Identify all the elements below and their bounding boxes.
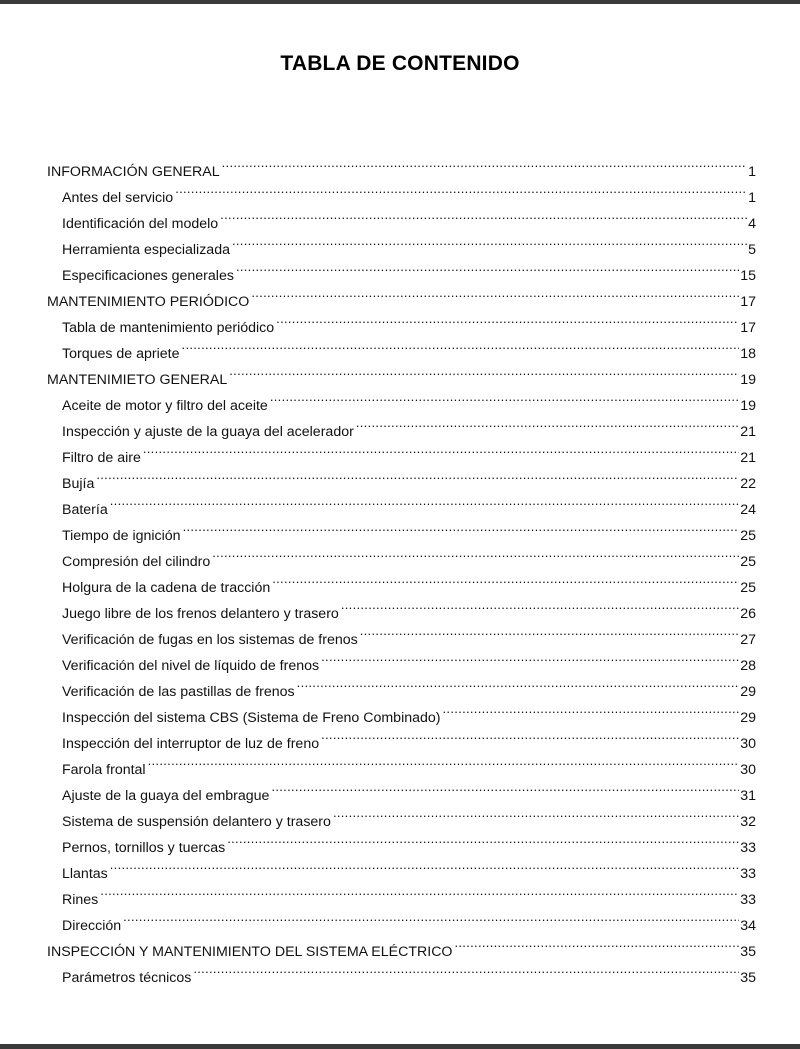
toc-entry-title: Verificación de fugas en los sistemas de frenos [62,632,358,648]
toc-entry-title: Torques de apriete [62,346,180,362]
toc-page-number: 28 [740,658,756,674]
toc-entry-title: Batería [62,502,108,518]
toc-entry-title: Holgura de la cadena de tracción [62,580,271,596]
toc-entry-title: MANTENIMIETO GENERAL [47,372,228,388]
toc-page-number: 18 [740,346,756,362]
toc-subsection-entry[interactable] [47,514,756,544]
page-title: TABLA DE CONTENIDO [280,52,520,75]
toc-page-number: 30 [740,762,756,778]
toc-page-number: 25 [740,528,756,544]
toc-page-number: 17 [740,294,756,310]
dot-leader [341,592,739,618]
dot-leader [110,852,739,878]
toc-entry-title: Especificaciones generales [62,268,234,284]
toc-page-number: 34 [740,918,756,934]
dot-leader [220,202,747,228]
toc-page-number: 33 [740,892,756,908]
toc-entry-title: Filtro de aire [62,450,141,466]
toc-page-number: 27 [740,632,756,648]
toc-entry-title: INFORMACIÓN GENERAL [47,164,220,180]
toc-page-number: 4 [748,216,756,232]
toc-entry-title: Antes del servicio [62,190,174,206]
toc-entry-title: Verificación del nivel de líquido de frenos [62,658,320,674]
toc-page-number: 25 [740,580,756,596]
toc-page-number: 22 [740,476,756,492]
toc-entry-title: Tiempo de ignición [62,528,181,544]
toc-page-number: 21 [740,424,756,440]
toc-page-number: 30 [740,736,756,752]
toc-entry-title: Compresión del cilindro [62,554,211,570]
toc-page-number: 31 [740,788,756,804]
dot-leader [96,462,739,488]
toc-page-number: 19 [740,372,756,388]
dot-leader [193,956,739,982]
toc-page-number: 15 [740,268,756,284]
dot-leader [175,176,747,202]
toc-page-number: 33 [740,866,756,882]
toc-page-number: 35 [740,944,756,960]
top-border [0,0,800,4]
dot-leader [443,696,740,722]
toc-section-entry[interactable] [47,930,756,960]
table-of-contents [47,150,756,986]
toc-entry-title: Llantas [62,866,108,882]
dot-leader [232,228,747,254]
toc-entry-title: Farola frontal [62,762,146,778]
toc-entry-title: Pernos, tornillos y tuercas [62,840,226,856]
dot-leader [182,332,740,358]
dot-leader [321,644,739,670]
dot-leader [333,800,739,826]
toc-subsection-entry[interactable] [47,774,756,804]
dot-leader [356,410,739,436]
toc-subsection-entry[interactable] [47,904,756,934]
toc-entry-title: Bujía [62,476,95,492]
dot-leader [236,254,739,280]
dot-leader [222,150,747,176]
dot-leader [183,514,740,540]
dot-leader [276,306,739,332]
toc-entry-title: Inspección del sistema CBS (Sistema de Freno Combinado) [62,710,441,726]
dot-leader [271,774,739,800]
dot-leader [148,748,740,774]
toc-entry-title: MANTENIMIENTO PERIÓDICO [47,294,250,310]
dot-leader [360,618,739,644]
dot-leader [227,826,739,852]
dot-leader [229,358,739,384]
toc-page-number: 32 [740,814,756,830]
toc-entry-title: Aceite de motor y filtro del aceite [62,398,268,414]
toc-section-entry[interactable] [47,150,756,180]
toc-page-number: 26 [740,606,756,622]
toc-entry-title: Parámetros técnicos [62,970,192,986]
toc-subsection-entry[interactable] [47,436,756,466]
dot-leader [110,488,739,514]
dot-leader [297,670,740,696]
dot-leader [270,384,739,410]
toc-page-number: 19 [740,398,756,414]
toc-subsection-entry[interactable] [47,852,756,882]
toc-subsection-entry[interactable] [47,462,756,492]
dot-leader [123,904,739,930]
toc-page-number: 17 [740,320,756,336]
toc-entry-title: Tabla de mantenimiento periódico [62,320,275,336]
toc-entry-title: Inspección y ajuste de la guaya del acelerador [62,424,354,440]
toc-entry-title: Sistema de suspensión delantero y trasero [62,814,331,830]
toc-entry-title: Identificación del modelo [62,216,219,232]
toc-subsection-entry[interactable] [47,488,756,518]
toc-page-number: 1 [748,190,756,206]
toc-entry-title: INSPECCIÓN Y MANTENIMIENTO DEL SISTEMA ELÉCTRICO [47,944,453,960]
toc-page-number: 29 [740,710,756,726]
bottom-border [0,1044,800,1049]
toc-entry-title: Verificación de las pastillas de frenos [62,684,295,700]
toc-subsection-entry[interactable] [47,878,756,908]
dot-leader [212,540,739,566]
dot-leader [272,566,739,592]
toc-entry-title: Inspección del interruptor de luz de freno [62,736,320,752]
dot-leader [251,280,739,306]
toc-entry-title: Juego libre de los frenos delantero y trasero [62,606,339,622]
toc-entry-title: Rines [62,892,99,908]
toc-page-number: 35 [740,970,756,986]
dot-leader [321,722,739,748]
dot-leader [143,436,739,462]
toc-page-number: 25 [740,554,756,570]
dot-leader [454,930,739,956]
toc-page-number: 21 [740,450,756,466]
toc-page-number: 33 [740,840,756,856]
toc-subsection-entry[interactable] [47,748,756,778]
toc-entry-title: Ajuste de la guaya del embrague [62,788,270,804]
toc-page-number: 24 [740,502,756,518]
toc-entry-title: Dirección [62,918,122,934]
dot-leader [100,878,739,904]
toc-page-number: 5 [748,242,756,258]
toc-entry-title: Herramienta especializada [62,242,230,258]
toc-page-number: 1 [748,164,756,180]
toc-page-number: 29 [740,684,756,700]
